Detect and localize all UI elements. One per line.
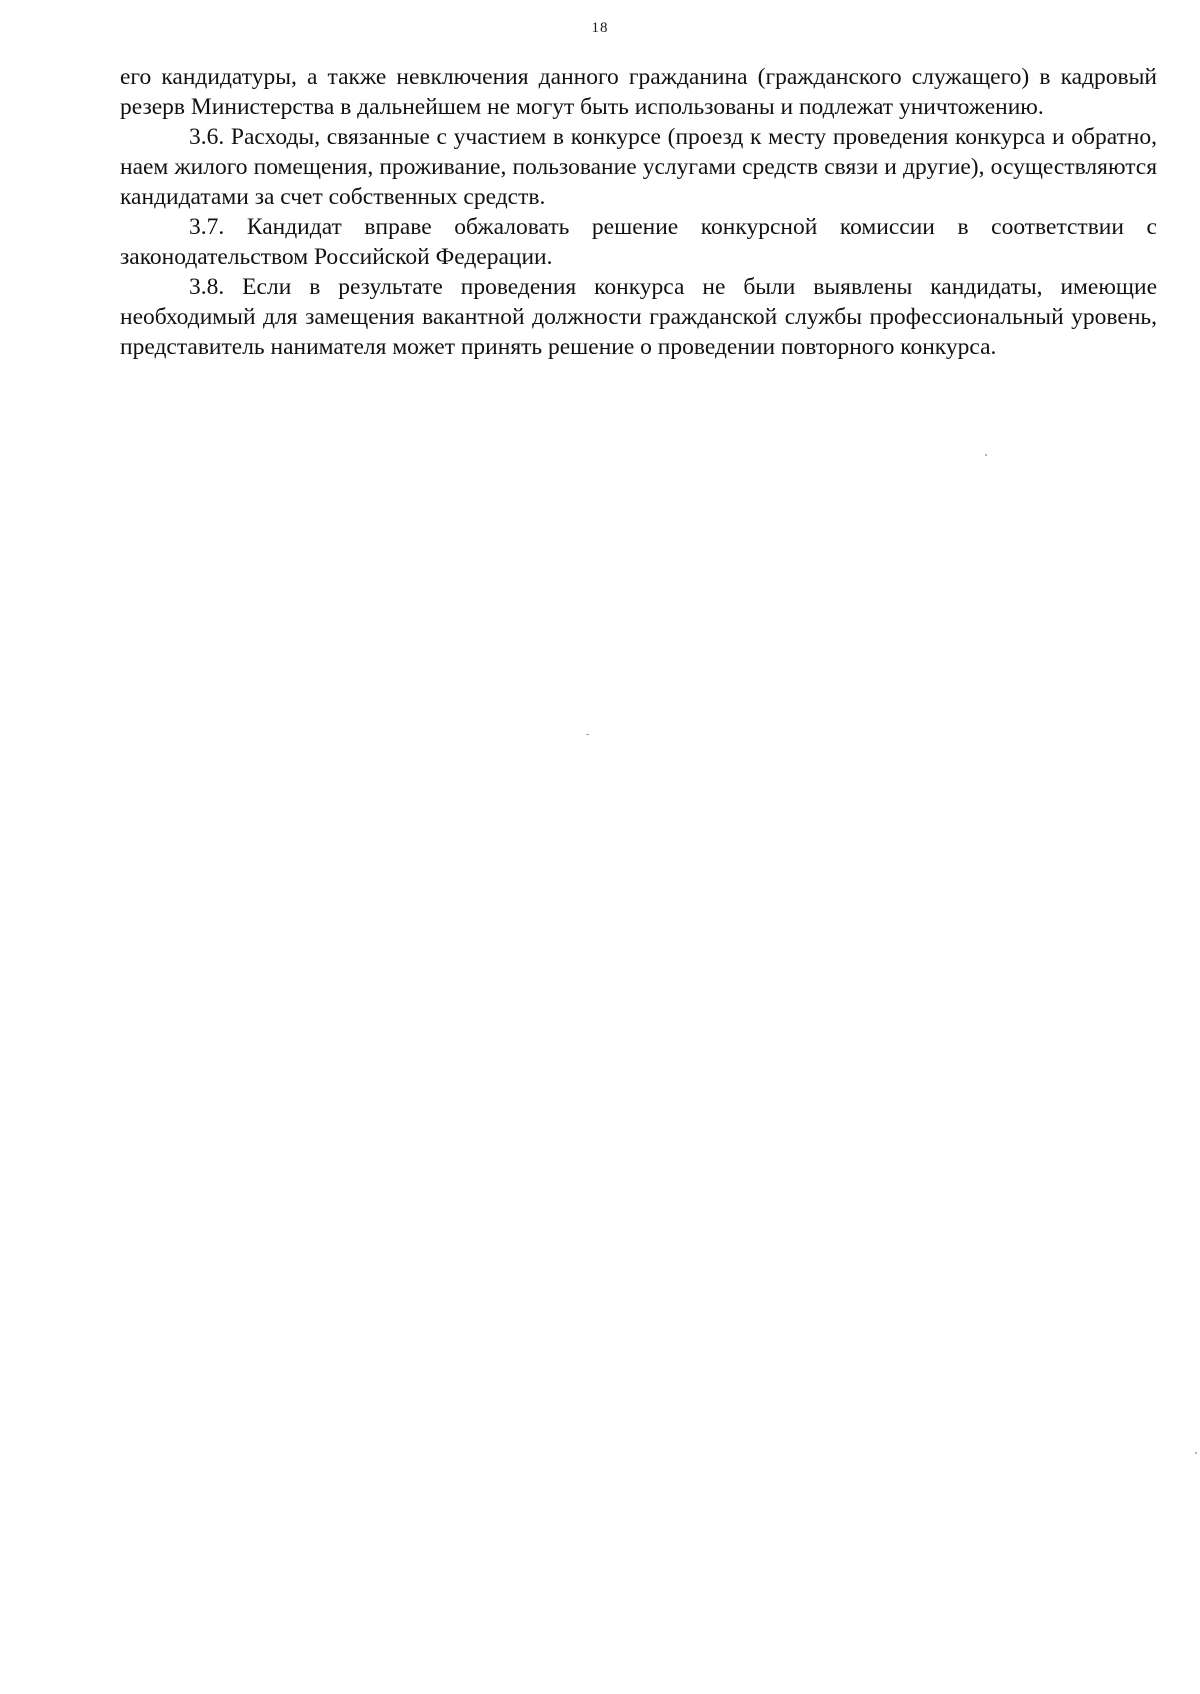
- scan-speck: [1195, 1452, 1197, 1454]
- scan-speck: [985, 454, 987, 456]
- page-number: 18: [591, 20, 609, 36]
- scan-speck: [586, 734, 589, 735]
- paragraph-continuation: его кандидатуры, а также невключения данного гражданина (гражданского служащего) в кадровый резерв Министерства в дальнейшем не могут быть использованы и подлежат уничтожению.: [120, 64, 1157, 120]
- paragraph-3-7: 3.7. Кандидат вправе обжаловать решение конкурсной комиссии в соответствии с законодательством Российской Федерации.: [120, 214, 1157, 270]
- paragraph-3-6: 3.6. Расходы, связанные с участием в конкурсе (проезд к месту проведения конкурса и обратно, наем жилого помещения, проживание, пользование услугами средств связи и другие), осуществляются кандидатами за счет собственных средств.: [120, 124, 1157, 210]
- paragraph-3-8: 3.8. Если в результате проведения конкурса не были выявлены кандидаты, имеющие необходимый для замещения вакантной должности гражданской службы профессиональный уровень, представитель нанимателя может принять решение о проведении повторного конкурса.: [120, 274, 1157, 360]
- document-body: [120, 62, 1157, 362]
